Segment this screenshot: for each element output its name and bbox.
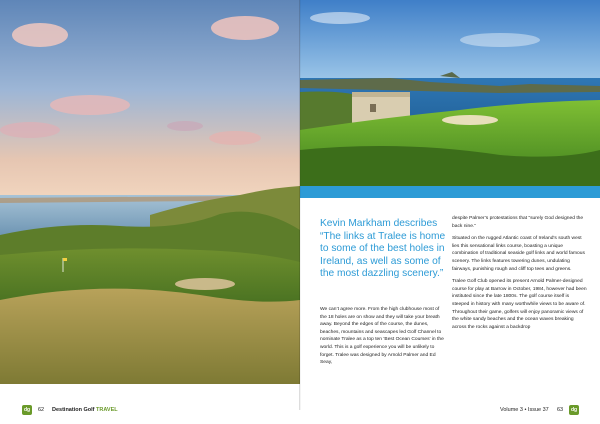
pull-quote: Kevin Markham describes “The links at Tralee is home to some of the best holes in Ireland, as well as some of the most dazzling scenery.” — [320, 218, 446, 279]
body-paragraph: despite Palmer’s protestations that “surely God designed the back nine.” — [452, 216, 584, 229]
magazine-logo-right: dg — [570, 407, 578, 413]
tower-seaside-photo — [300, 0, 600, 186]
golf-course-dunes-photo — [0, 0, 300, 384]
left-page-number: 62 — [38, 407, 45, 413]
golf-course-dunes-image — [0, 0, 300, 384]
body-paragraph: Tralee Golf Club opened its present Arnold Palmer-designed course for play at Barrow in October, 1984, however had been instituted since the late 1800s. The golf course itself is steeped in history with many worthwhile views to be aware of. Throughout their game, golfers will enjoy panoramic views of the white sandy beaches and the ocean waves breaking across the rocks against a backdrop — [452, 279, 587, 330]
body-text-column-2 — [452, 215, 587, 336]
issue-label: Volume 3 • Issue 37 — [500, 407, 549, 413]
body-paragraph: Situated on the rugged Atlantic coast of Ireland’s south west lies this sensational links course, boasting a unique combination of traditional seaside golf links and world famous scenery. The links features towering dunes, undulating fairways, punishing rough and cliff top tees and greens. — [452, 236, 585, 272]
right-page — [300, 0, 600, 424]
magazine-logo-left: dg — [23, 407, 31, 413]
magazine-name: Destination Golf — [52, 407, 95, 413]
section-name: TRAVEL — [96, 407, 118, 413]
page-spine — [299, 0, 301, 410]
body-text-column-1: We can’t agree more. From the high clubhouse most of the 18 holes are on show and they will take your breath away. Beyond the edges of the course, the dunes, beaches, mountains and seascapes led Golf Channel to nominate Tralee as a top ten ‘Best Ocean Courses’ in the world. This is a golf experience you will be unlikely to forget. Tralee was designed by Arnold Palmer and Ed Seay, — [320, 307, 444, 366]
accent-band — [300, 186, 600, 198]
tower-seaside-image — [300, 0, 600, 186]
left-footer — [0, 384, 300, 410]
right-page-number: 63 — [557, 407, 564, 413]
magazine-title — [52, 406, 118, 414]
